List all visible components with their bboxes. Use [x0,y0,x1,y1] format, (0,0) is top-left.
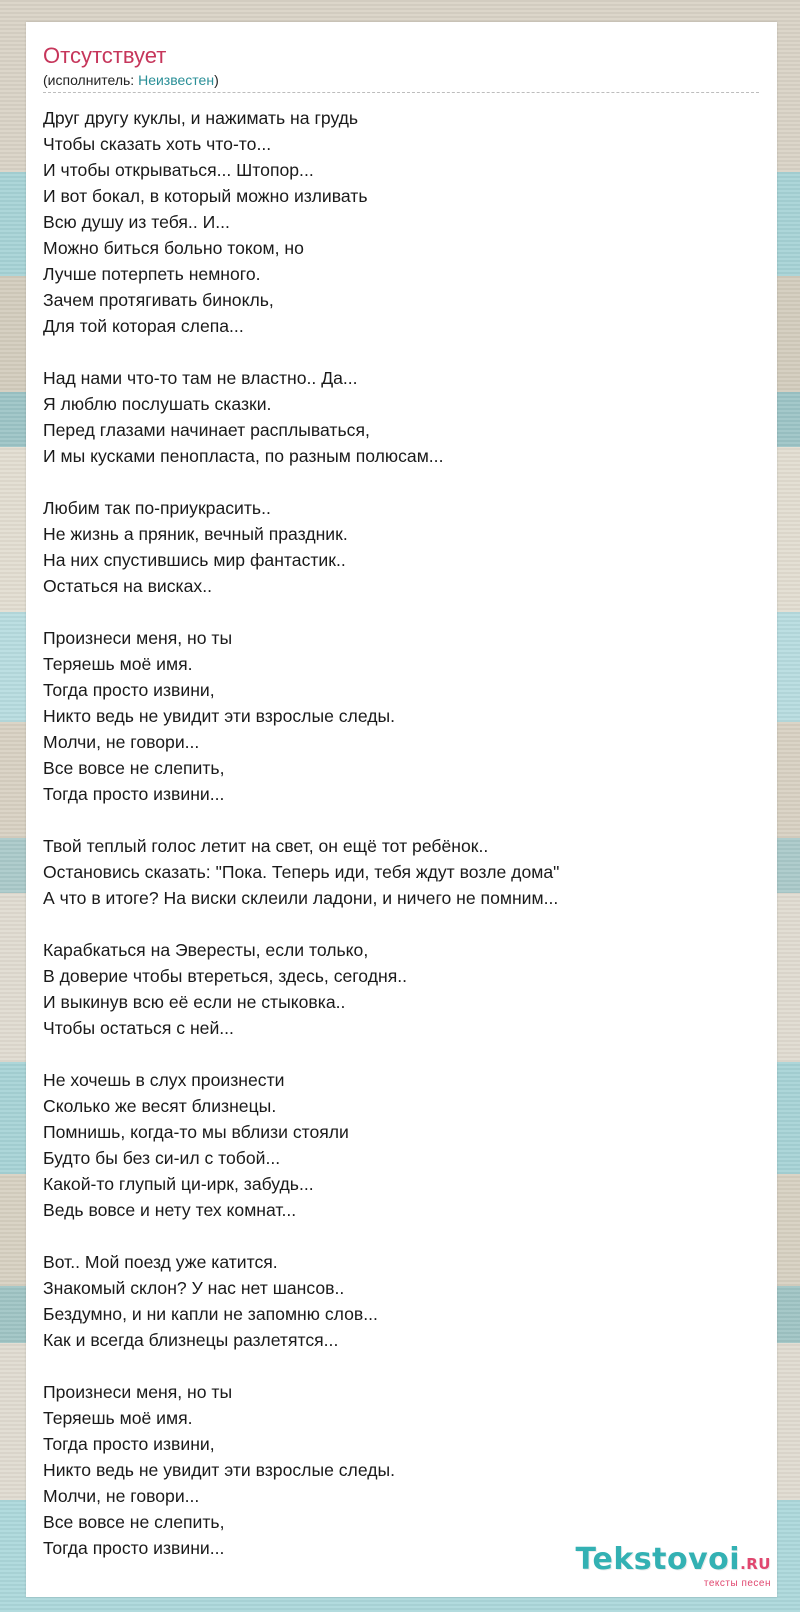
lyric-line: Тогда просто извини... [43,784,225,804]
lyric-line: Тогда просто извини, [43,680,215,700]
lyric-line: Чтобы остаться с ней... [43,1018,234,1038]
logo-name: Tekstovoi [575,1542,741,1577]
lyric-line: И выкинув всю её если не стыковка.. [43,992,346,1012]
lyric-line: Произнеси меня, но ты [43,628,233,648]
lyric-line: Сколько же весят близнецы. [43,1096,277,1116]
lyric-line: Тогда просто извини... [43,1538,225,1558]
lyric-line: Не жизнь а пряник, вечный праздник. [43,524,348,544]
lyric-line: Твой теплый голос летит на свет, он ещё тот ребёнок.. [43,836,489,856]
lyrics-card [26,22,777,1597]
lyric-line: Ведь вовсе и нету тех комнат... [43,1200,297,1220]
lyric-line: Всю душу из тебя.. И... [43,212,230,232]
lyric-line: И вот бокал, в который можно изливать [43,186,368,206]
lyric-line: Лучше потерпеть немного. [43,264,261,284]
logo-tld: .RU [740,1555,771,1573]
stanza-gap [43,807,759,833]
lyric-line: Помнишь, когда-то мы вблизи стояли [43,1122,349,1142]
logo-tagline: тексты песен [703,1578,771,1589]
lyric-line: Теряешь моё имя. [43,1408,193,1428]
lyric-line: Можно биться больно током, но [43,238,304,258]
artist-line [43,71,759,89]
stanza-gap [43,599,759,625]
logo-wordmark [576,1544,771,1580]
lyric-line: В доверие чтобы втереться, здесь, сегодня.. [43,966,407,986]
lyric-line: Тогда просто извини, [43,1434,215,1454]
stanza-gap [43,469,759,495]
lyric-line: Перед глазами начинает расплываться, [43,420,370,440]
lyric-line: Я люблю послушать сказки. [43,394,272,414]
lyric-line: Какой-то глупый ци-ирк, забудь... [43,1174,314,1194]
song-title: Отсутствует [43,43,167,68]
lyric-line: Теряешь моё имя. [43,654,193,674]
lyric-line: Как и всегда близнецы разлетятся... [43,1330,339,1350]
lyric-line: Бездумно, и ни капли не запомню слов... [43,1304,378,1324]
artist-suffix: ) [214,72,219,88]
lyric-line: Карабкаться на Эвересты, если только, [43,940,369,960]
lyric-line: На них спустившись мир фантастик.. [43,550,346,570]
lyric-line: Вот.. Мой поезд уже катится. [43,1252,278,1272]
stanza-gap [43,911,759,937]
lyric-line: Будто бы без си-ил с тобой... [43,1148,281,1168]
lyric-line: Зачем протягивать бинокль, [43,290,274,310]
lyric-line: Остаться на висках.. [43,576,212,596]
lyric-line: И чтобы открываться... Штопор... [43,160,314,180]
stanza-gap [43,1041,759,1067]
lyric-line: Все вовсе не слепить, [43,1512,225,1532]
lyric-line: Остановись сказать: "Пока. Теперь иди, тебя ждут возле дома" [43,862,560,882]
artist-prefix: (исполнитель: [43,72,139,88]
lyric-line: Молчи, не говори... [43,732,200,752]
lyric-line: Все вовсе не слепить, [43,758,225,778]
lyric-line: Не хочешь в слух произнести [43,1070,285,1090]
stanza-gap [43,339,759,365]
lyric-line: Никто ведь не увидит эти взрослые следы. [43,706,396,726]
lyrics-body [43,105,759,1561]
lyric-line: Знакомый склон? У нас нет шансов.. [43,1278,345,1298]
lyric-line: Произнеси меня, но ты [43,1382,233,1402]
lyric-line: Молчи, не говори... [43,1486,200,1506]
title-divider [43,92,759,93]
lyric-line: Для той которая слепа... [43,316,244,336]
lyric-line: Никто ведь не увидит эти взрослые следы. [43,1460,396,1480]
stanza-gap [43,1223,759,1249]
lyric-line: Друг другу куклы, и нажимать на грудь [43,108,359,128]
lyric-line: Чтобы сказать хоть что-то... [43,134,272,154]
lyric-line: А что в итоге? На виски склеили ладони, и ничего не помним... [43,888,559,908]
artist-link[interactable]: Неизвестен [138,72,215,88]
lyric-line: И мы кусками пенопласта, по разным полюсам... [43,446,444,466]
stanza-gap [43,1353,759,1379]
lyric-line: Над нами что-то там не властно.. Да... [43,368,358,388]
lyric-line: Любим так по-приукрасить.. [43,498,271,518]
site-logo[interactable] [576,1544,771,1589]
